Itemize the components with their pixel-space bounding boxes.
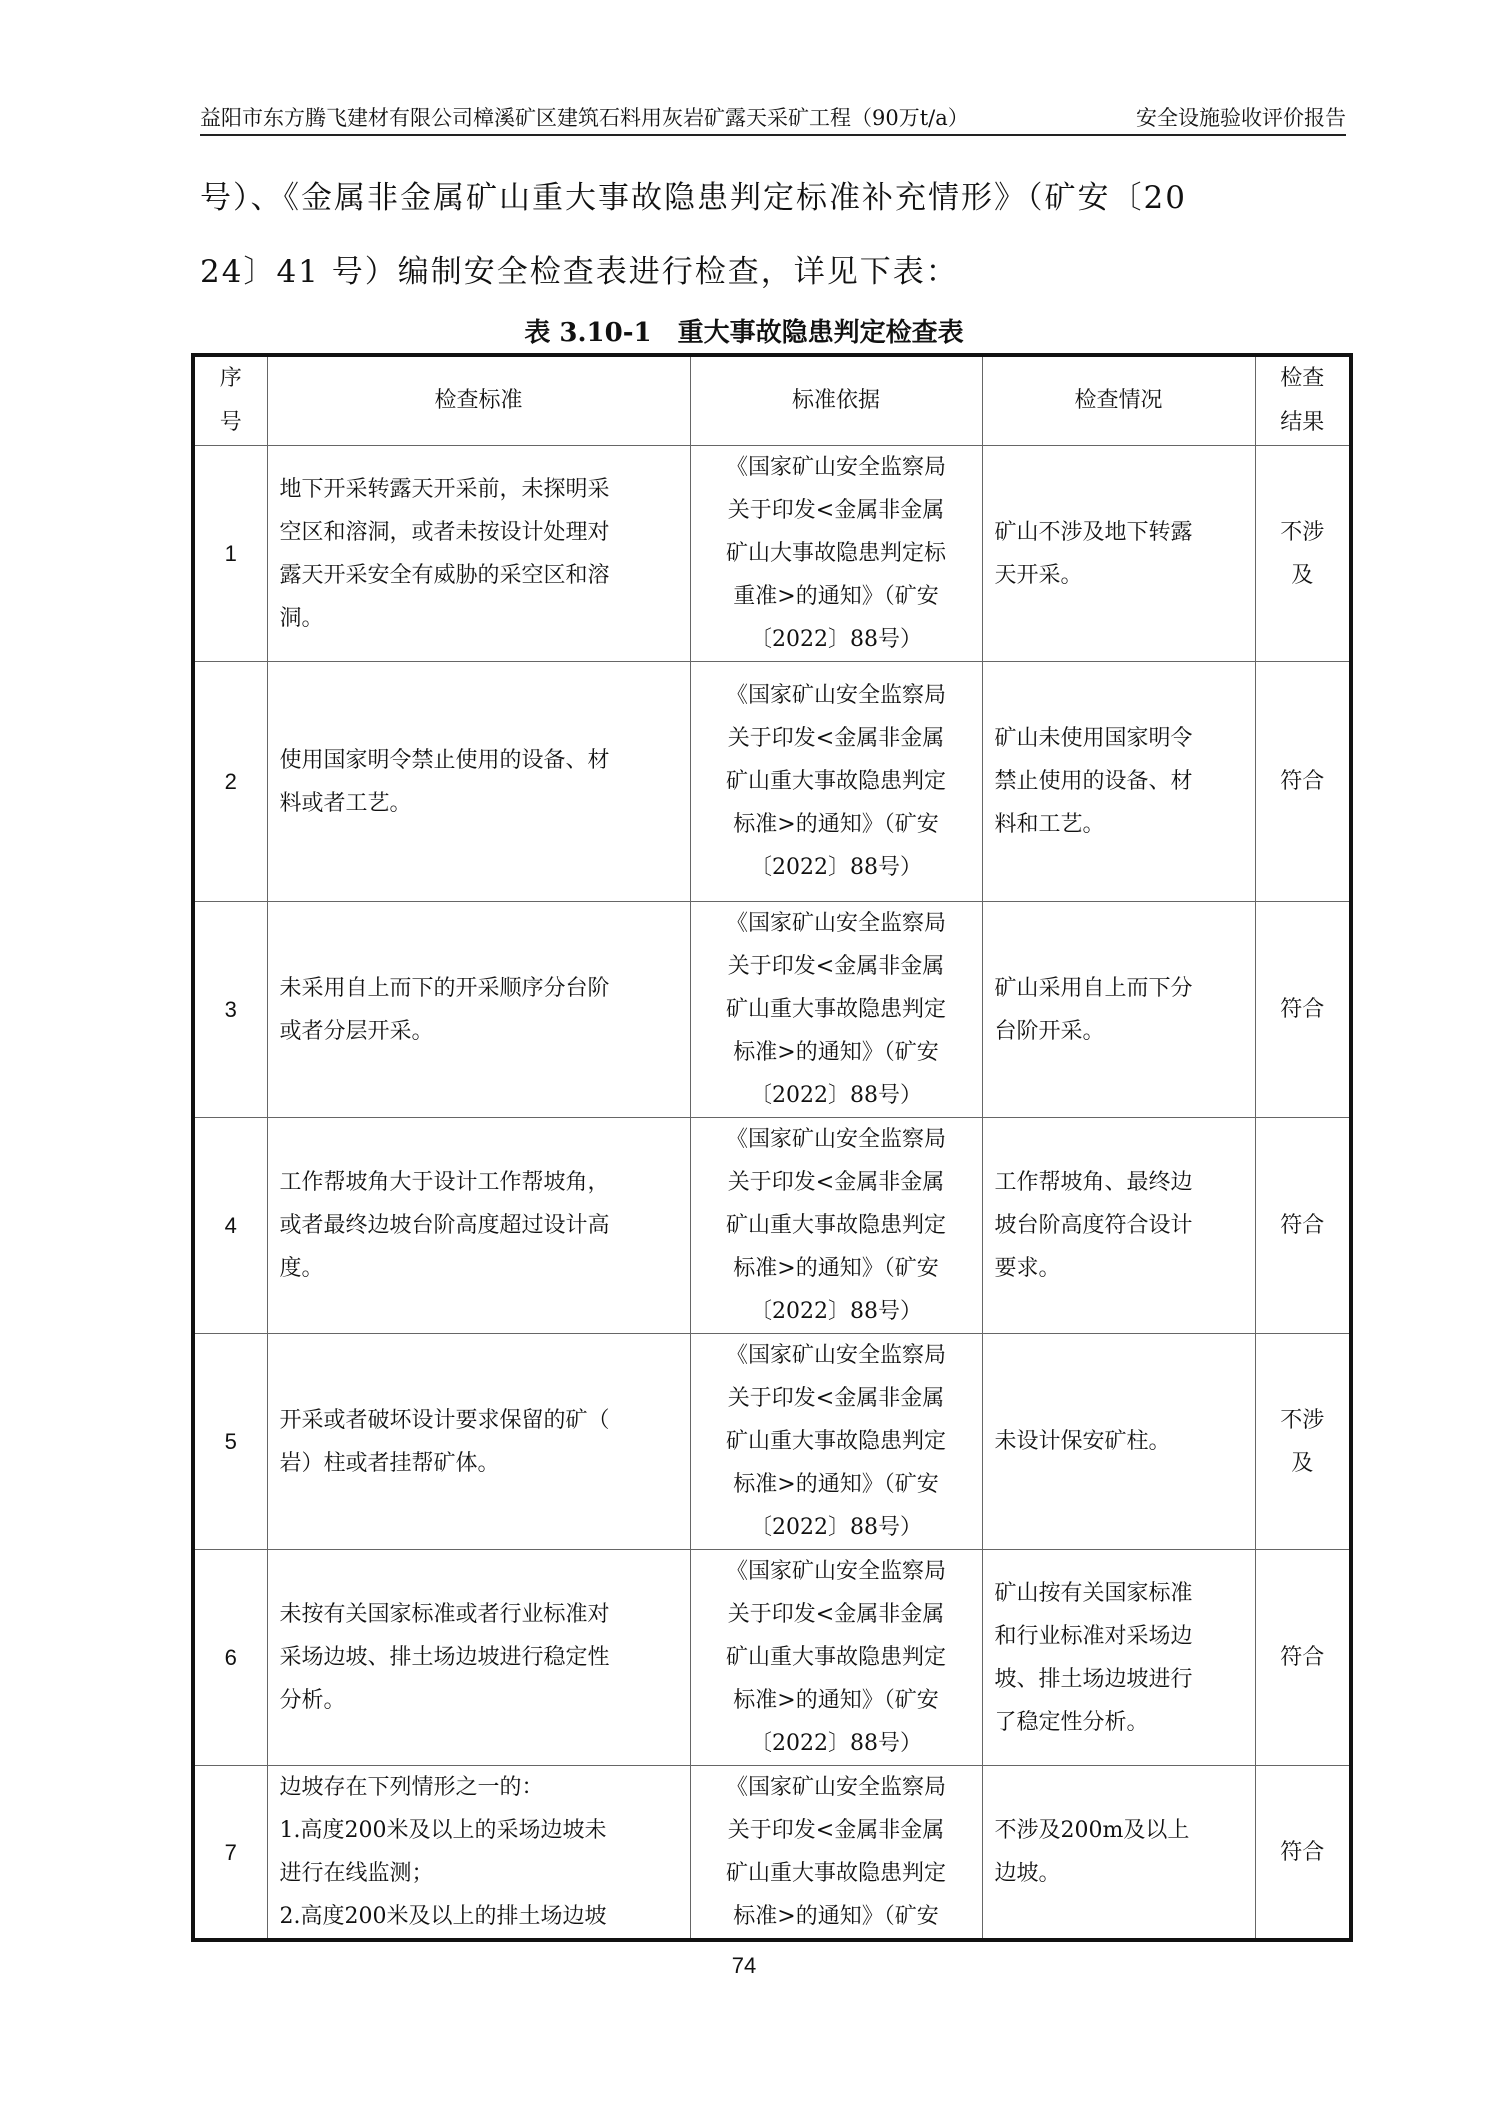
header-result: [1255, 355, 1351, 446]
header-project-title: 益阳市东方腾飞建材有限公司樟溪矿区建筑石料用灰岩矿露天采矿工程（90万t/a）: [200, 106, 969, 130]
cell-result-line: 符合: [1280, 1645, 1325, 1670]
cell-basis-line: 矿山大事故隐患判定标: [725, 541, 946, 566]
cell-standard-line: 岩）柱或者挂帮矿体。: [279, 1450, 500, 1476]
cell-basis-line: 〔2022〕88号）: [750, 1515, 922, 1540]
cell-result-line: 符合: [1280, 1839, 1325, 1865]
cell-basis: [690, 662, 982, 902]
cell-standard-line: 料或者工艺。: [279, 790, 412, 816]
cell-basis: [690, 1766, 982, 1941]
cell-basis-line: 《国家矿山安全监察局: [725, 455, 946, 480]
cell-result-line: 符合: [1280, 769, 1325, 794]
cell-no: 6: [193, 1550, 267, 1766]
cell-basis-line: 关于印发<金属非金属: [727, 1386, 945, 1411]
cell-basis-line: 《国家矿山安全监察局: [725, 683, 946, 708]
cell-standard-line: 度。: [279, 1256, 324, 1281]
header-report-title: 安全设施验收评价报告: [1136, 106, 1346, 130]
page-number: 74: [731, 1953, 757, 1978]
cell-no: 2: [193, 662, 267, 902]
body-text-line-2: 24〕41 号）编制安全检查表进行检查，详见下表：: [200, 254, 959, 290]
header-no: [193, 355, 267, 446]
cell-basis-line: 关于印发<金属非金属: [727, 1170, 945, 1195]
header-standard: 检查标准: [267, 355, 690, 446]
table-header-row: [193, 355, 1351, 446]
cell-standard-line: 地下开采转露天开采前，未探明采: [279, 476, 610, 502]
cell-standard: [267, 1766, 690, 1941]
cell-situation-line: 边坡。: [994, 1861, 1061, 1886]
cell-situation-line: 矿山未使用国家明令: [994, 726, 1193, 751]
cell-basis-line: 标准>的通知》（矿安: [733, 1040, 939, 1065]
cell-standard-line: 工作帮坡角大于设计工作帮坡角，: [279, 1170, 610, 1195]
cell-basis-line: 《国家矿山安全监察局: [725, 1559, 946, 1584]
cell-basis-line: 关于印发<金属非金属: [727, 726, 945, 751]
cell-standard: [267, 446, 690, 662]
header-basis: 标准依据: [690, 355, 982, 446]
table-caption: 表 3.10-1 重大事故隐患判定检查表: [524, 318, 964, 348]
body-text-line-1: 号）、《金属非金属矿山重大事故隐患判定标准补充情形》（矿安〔20: [200, 180, 1187, 216]
cell-basis-line: 关于印发<金属非金属: [727, 498, 945, 523]
cell-situation-line: 料和工艺。: [994, 812, 1105, 837]
cell-situation-line: 坡、排土场边坡进行: [994, 1666, 1193, 1692]
cell-situation-line: 天开采。: [994, 562, 1083, 588]
cell-standard-line: 分析。: [279, 1688, 346, 1713]
cell-basis-line: 矿山重大事故隐患判定: [725, 1861, 946, 1886]
cell-situation: [982, 1550, 1255, 1766]
cell-result-line: 符合: [1280, 1213, 1325, 1238]
cell-basis-line: 标准>的通知》（矿安: [733, 812, 939, 837]
header-no-line: 序: [219, 366, 242, 391]
cell-basis-line: 矿山重大事故隐患判定: [725, 769, 946, 794]
cell-basis-line: 〔2022〕88号）: [750, 1083, 922, 1108]
hazard-check-table: [191, 353, 1353, 1942]
cell-basis: [690, 902, 982, 1118]
cell-basis: [690, 1118, 982, 1334]
table-row: [193, 1334, 1351, 1550]
cell-standard-line: 露天开采安全有威胁的采空区和溶: [279, 562, 610, 588]
cell-standard-line: 使用国家明令禁止使用的设备、材: [279, 747, 610, 773]
cell-result: [1255, 1334, 1351, 1550]
header-result-line: 结果: [1280, 410, 1325, 435]
cell-result-line: 及: [1291, 1450, 1314, 1476]
cell-standard-line: 或者最终边坡台阶高度超过设计高: [279, 1213, 610, 1238]
cell-result: [1255, 662, 1351, 902]
cell-basis-line: 标准>的通知》（矿安: [733, 1904, 939, 1929]
cell-standard-line: 开采或者破坏设计要求保留的矿（: [279, 1407, 610, 1433]
cell-standard-line: 未按有关国家标准或者行业标准对: [279, 1602, 610, 1627]
cell-basis-line: 〔2022〕88号）: [750, 1299, 922, 1324]
cell-basis-line: 标准>的通知》（矿安: [733, 1688, 939, 1713]
cell-basis-line: 《国家矿山安全监察局: [725, 1775, 946, 1800]
cell-situation-line: 工作帮坡角、最终边: [994, 1170, 1193, 1195]
cell-basis-line: 《国家矿山安全监察局: [725, 1127, 946, 1152]
table-row: [193, 902, 1351, 1118]
cell-basis-line: 关于印发<金属非金属: [727, 1818, 945, 1843]
table-row: [193, 662, 1351, 902]
cell-situation: [982, 1334, 1255, 1550]
cell-situation-line: 未设计保安矿柱。: [994, 1429, 1171, 1454]
cell-no: 1: [193, 446, 267, 662]
cell-standard: [267, 1334, 690, 1550]
cell-basis: [690, 1334, 982, 1550]
table-row: [193, 1550, 1351, 1766]
cell-situation-line: 了稳定性分析。: [994, 1709, 1149, 1735]
cell-no: 4: [193, 1118, 267, 1334]
cell-basis-line: 标准>的通知》（矿安: [733, 1472, 939, 1497]
cell-basis-line: 〔2022〕88号）: [750, 855, 922, 880]
table-row: [193, 1118, 1351, 1334]
cell-situation-line: 台阶开采。: [994, 1018, 1105, 1044]
cell-standard: [267, 1118, 690, 1334]
cell-no: 7: [193, 1766, 267, 1941]
cell-basis-line: 〔2022〕88号）: [750, 627, 922, 652]
cell-standard-line: 1.高度200米及以上的采场边坡未: [279, 1818, 607, 1843]
cell-result: [1255, 1550, 1351, 1766]
cell-situation: [982, 902, 1255, 1118]
cell-basis-line: 矿山重大事故隐患判定: [725, 1213, 946, 1238]
cell-situation: [982, 446, 1255, 662]
cell-standard-line: 或者分层开采。: [279, 1018, 434, 1044]
table-row: [193, 1766, 1351, 1941]
cell-result-line: 不涉: [1280, 519, 1325, 545]
cell-basis-line: 标准>的通知》（矿安: [733, 1256, 939, 1281]
table-body: [193, 446, 1351, 1941]
cell-standard-line: 进行在线监测；: [279, 1861, 434, 1886]
cell-no: 3: [193, 902, 267, 1118]
cell-situation-line: 禁止使用的设备、材: [994, 769, 1193, 794]
cell-situation-line: 矿山采用自上而下分: [994, 975, 1193, 1001]
cell-basis: [690, 1550, 982, 1766]
cell-standard-line: 边坡存在下列情形之一的：: [279, 1775, 544, 1800]
cell-situation-line: 和行业标准对采场边: [994, 1623, 1193, 1649]
cell-standard-line: 未采用自上而下的开采顺序分台阶: [279, 975, 610, 1001]
cell-result: [1255, 902, 1351, 1118]
cell-result-line: 及: [1291, 562, 1314, 588]
cell-result-line: 符合: [1280, 997, 1325, 1022]
header-no-line: 号: [219, 410, 242, 435]
cell-basis-line: 《国家矿山安全监察局: [725, 911, 946, 936]
cell-standard: [267, 1550, 690, 1766]
cell-basis-line: 〔2022〕88号）: [750, 1731, 922, 1756]
cell-basis-line: 矿山重大事故隐患判定: [725, 997, 946, 1022]
cell-situation-line: 不涉及200m及以上: [994, 1818, 1190, 1843]
cell-result: [1255, 1766, 1351, 1941]
cell-basis-line: 关于印发<金属非金属: [727, 1602, 945, 1627]
cell-basis-line: 重准>的通知》（矿安: [733, 584, 939, 609]
running-header: [200, 100, 1346, 136]
cell-situation-line: 矿山不涉及地下转露: [994, 519, 1193, 545]
cell-situation: [982, 1766, 1255, 1941]
cell-situation: [982, 662, 1255, 902]
cell-basis-line: 矿山重大事故隐患判定: [725, 1429, 946, 1454]
cell-standard-line: 洞。: [279, 605, 324, 631]
cell-basis-line: 《国家矿山安全监察局: [725, 1343, 946, 1368]
cell-result: [1255, 1118, 1351, 1334]
cell-basis: [690, 446, 982, 662]
cell-result-line: 不涉: [1280, 1407, 1325, 1433]
cell-standard: [267, 662, 690, 902]
cell-standard: [267, 902, 690, 1118]
cell-standard-line: 空区和溶洞，或者未按设计处理对: [279, 519, 610, 545]
cell-standard-line: 采场边坡、排土场边坡进行稳定性: [279, 1645, 610, 1670]
cell-no: 5: [193, 1334, 267, 1550]
header-result-line: 检查: [1280, 366, 1325, 391]
cell-basis-line: 矿山重大事故隐患判定: [725, 1645, 946, 1670]
cell-situation-line: 矿山按有关国家标准: [994, 1580, 1193, 1606]
cell-basis-line: 关于印发<金属非金属: [727, 954, 945, 979]
cell-situation-line: 坡台阶高度符合设计: [994, 1213, 1193, 1238]
cell-situation-line: 要求。: [994, 1256, 1061, 1281]
cell-standard-line: 2.高度200米及以上的排土场边坡: [279, 1904, 607, 1929]
header-situation: 检查情况: [982, 355, 1255, 446]
cell-situation: [982, 1118, 1255, 1334]
table-row: [193, 446, 1351, 662]
cell-result: [1255, 446, 1351, 662]
